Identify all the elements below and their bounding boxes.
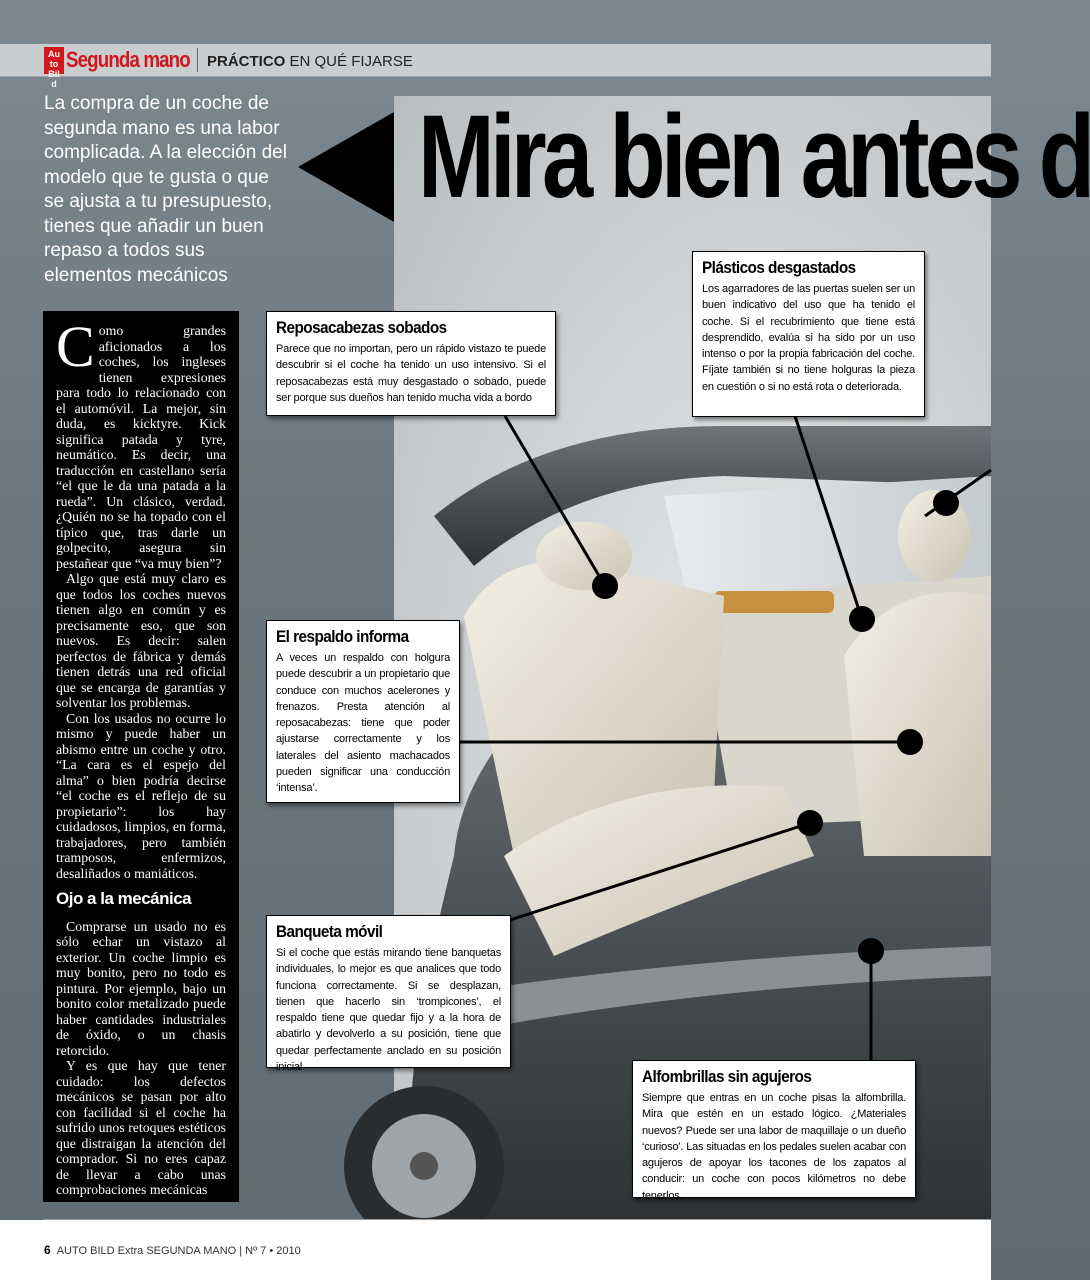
footer-divider xyxy=(43,1219,991,1220)
callout-text: Parece que no importan, pero un rápido vistazo te puede descubrir si el coche ha tenido un uso intensivo. Si el reposacabezas está muy desgastado o sobado, puede ser porque sus dueños han tenido mucha vida a bordo xyxy=(276,343,546,404)
marker-dot-floor-mat xyxy=(858,938,884,964)
marker-dot-bench xyxy=(797,810,823,836)
callout-text: Los agarradores de las puertas suelen ser un buen indicativo del uso que ha tenido el coche. Si el recubrimiento que tiene está desprendido, evalúa si ha sido por un uso intenso o por la propia fabricación del coche. Fíjate también si no tiene holguras la pieza en cuestión o si no está rota o deteriorada. xyxy=(702,283,915,393)
drop-cap: C xyxy=(56,314,95,379)
article-paragraph-4: Comprarse un usado no es sólo echar un vistazo al exterior. Un coche limpio es muy bonito, pero no todo es pintura. Por ejemplo, bajo un bonito color metalizado puede haber cantidades industriales de óxido, o un chasis retorcido. xyxy=(56,918,226,1058)
section-label-rest: EN QUÉ FIJARSE xyxy=(285,53,413,70)
marker-dot-front-seat xyxy=(933,490,959,516)
logo-top-text: Auto Bild xyxy=(48,49,60,89)
marker-dot-headrest xyxy=(592,573,618,599)
callout-title: Plásticos desgastados xyxy=(702,258,856,277)
footer-text xyxy=(44,1243,301,1257)
callout-text: Siempre que entras en un coche pisas la alfombrilla. Mira que estén en un estado lógico. ¿Materiales nuevos? Puede ser una labor de maquillaje o un dueño ‘curioso’. Las situadas en los pedales suelen acabar con agujeros de apoyar los tacones de los zapatos al conducir: un coche con pocos kilómetros no debe tenerlos. xyxy=(642,1092,906,1202)
callout-reposacabezas xyxy=(266,311,556,416)
callout-text: Si el coche que estás mirando tiene banquetas individuales, lo mejor es que analices que todo funciona correctamente. Si se desplazan, tienen que hacerlo sin ‘trompicones’, el respaldo tiene que quedar fijo y a la hora de abatirlo y devolverlo a su posición, tiene que quedar perfectamente anclado en su posición inicial. xyxy=(276,947,501,1074)
article-paragraph-2: Algo que está muy claro es que todos los coches nuevos tienen algo en común y es precisamente eso, que son nuevos. Es decir: salen perfectos de fábrica y demás tienen detrás una red oficial que se encarga de garantías y solventar los problemas. xyxy=(56,571,226,710)
section-label-bold: PRÁCTICO xyxy=(207,53,286,70)
article-paragraph-3: Con los usados no ocurre lo mismo y puede haber un abismo entre un coche y otro. “La cara es el espejo del alma” o bien podría decirse “el coche es el reflejo de su propietario”: los hay cuidadosos, limpios, en forma, trabajadores, pero también tramposos, enfermizos, desaliñados o maniáticos. xyxy=(56,710,226,881)
intro-paragraph: La compra de un coche de segunda mano es una labor complicada. A la elección del modelo que te gusta o que se ajusta a tu presupuesto, tienes que añadir un buen repaso a todos sus elementos mecánicos xyxy=(44,93,287,286)
callout-title: Reposacabezas sobados xyxy=(276,318,447,337)
callout-plasticos xyxy=(692,251,925,417)
callout-text: A veces un respaldo con holgura puede descubrir a un propietario que conduce con muchos acelerones y frenazos. Presta atención al reposacabezas: tiene que poder ajustarse correctamente y los laterales del asiento machacados pueden significar una conducción ‘intensa’. xyxy=(276,652,450,795)
publication-info: AUTO BILD Extra SEGUNDA MANO | Nº 7 • 2010 xyxy=(56,1245,301,1257)
article-p1-text: omo grandes aficionados a los coches, los ingleses tienen expresiones para todo lo relacionado con el automóvil. La mejor, sin duda, es kicktyre. Kick significa patada y tyre, neumático. Es decir, una traducción en castellano sería “el que le da una patada a la rueda”. Un clásico, verdad. ¿Quién no se ha topado con el típico que, tras darle un golpecito, asegura sin pestañear que “va muy bien”? xyxy=(56,323,226,571)
callout-alfombrillas xyxy=(632,1060,916,1202)
callout-title: El respaldo informa xyxy=(276,627,409,646)
callout-title: Alfombrillas sin agujeros xyxy=(642,1067,812,1086)
article-paragraph-1 xyxy=(56,314,226,571)
callout-respaldo xyxy=(266,620,460,803)
article-column xyxy=(43,311,239,1202)
callout-banqueta xyxy=(266,915,511,1074)
marker-dot-backrest xyxy=(897,729,923,755)
article-paragraph-5: Y es que hay que tener cuidado: los defectos mecánicos se pasan por alto con facilidad si el coche ha sufrido unos retoques estéticos que distraigan la atención del comprador. Si no eres capaz de llevar a cabo unas comprobaciones mecánicas xyxy=(56,1058,226,1197)
page-number: 6 xyxy=(44,1243,51,1257)
page-title: Mira bien antes d xyxy=(418,91,1090,223)
magazine-title: Segunda mano xyxy=(66,47,190,72)
callout-title: Banqueta móvil xyxy=(276,922,383,941)
article-subheading: Ojo a la mecánica xyxy=(56,889,192,908)
marker-dot-door-handle xyxy=(849,606,875,632)
